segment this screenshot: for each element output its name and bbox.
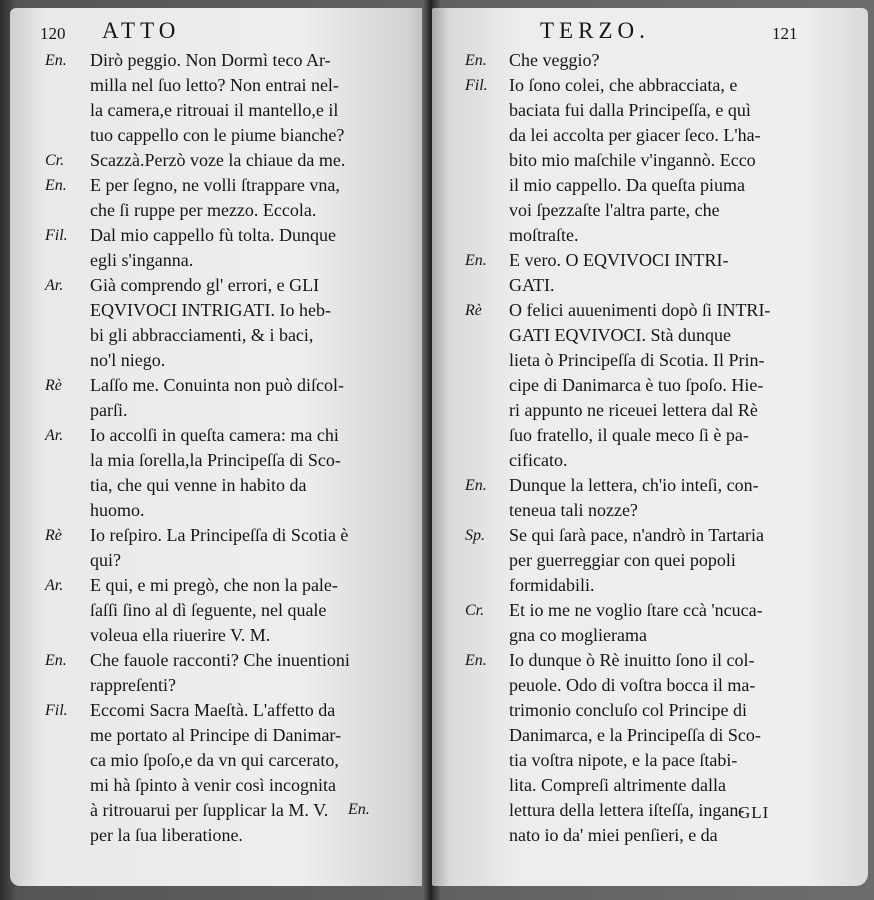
text-line bbox=[10, 98, 430, 123]
line-text: Io reſpiro. La Principeſſa di Scotia è bbox=[90, 525, 349, 545]
text-line bbox=[432, 423, 868, 448]
speaker-label: Cr. bbox=[45, 152, 65, 169]
text-line bbox=[10, 423, 430, 448]
text-line bbox=[10, 323, 430, 348]
text-line bbox=[432, 123, 868, 148]
text-line bbox=[432, 748, 868, 773]
text-line bbox=[432, 48, 868, 73]
line-text: GATI EQVIVOCI. Stà dunque bbox=[509, 325, 731, 345]
text-line bbox=[10, 748, 430, 773]
text-line bbox=[10, 173, 430, 198]
speaker-label: Sp. bbox=[465, 527, 485, 544]
text-line bbox=[10, 273, 430, 298]
text-line bbox=[432, 473, 868, 498]
line-text: Io dunque ò Rè inuitto ſono il col- bbox=[509, 650, 755, 670]
line-text: voleua ella riuerire V. M. bbox=[90, 625, 271, 645]
text-line bbox=[432, 273, 868, 298]
text-line bbox=[10, 573, 430, 598]
text-line bbox=[432, 323, 868, 348]
text-line bbox=[10, 198, 430, 223]
text-line bbox=[432, 523, 868, 548]
speaker-label: En. bbox=[45, 652, 67, 669]
line-text: huomo. bbox=[90, 500, 145, 520]
line-text: mi hà ſpinto à venir così incognita bbox=[90, 775, 336, 795]
speaker-label: En. bbox=[465, 477, 487, 494]
text-line bbox=[432, 248, 868, 273]
line-text: Et io me ne voglio ſtare ccà 'ncuca- bbox=[509, 600, 763, 620]
line-text: GATI. bbox=[509, 275, 555, 295]
speaker-label: En. bbox=[465, 652, 487, 669]
speaker-label: Ar. bbox=[45, 427, 64, 444]
text-line bbox=[432, 373, 868, 398]
text-line bbox=[10, 673, 430, 698]
line-text: la mia ſorella,la Principeſſa di Sco- bbox=[90, 450, 341, 470]
line-text: Eccomi Sacra Maeſtà. L'affetto da bbox=[90, 700, 336, 720]
line-text: da lei accolta per giacer ſeco. L'ha- bbox=[509, 125, 761, 145]
line-text: Che veggio? bbox=[509, 50, 600, 70]
text-line bbox=[10, 123, 430, 148]
text-line bbox=[432, 823, 868, 848]
line-text: ca mio ſpoſo,e da vn qui carcerato, bbox=[90, 750, 339, 770]
text-line bbox=[432, 773, 868, 798]
line-text: Dirò peggio. Non Dormì teco Ar- bbox=[90, 50, 331, 70]
speaker-label: Cr. bbox=[465, 602, 485, 619]
text-line bbox=[432, 398, 868, 423]
speaker-label: En. bbox=[465, 252, 487, 269]
line-text: Se qui ſarà pace, n'andrò in Tartaria bbox=[509, 525, 765, 545]
line-text: E vero. O EQVIVOCI INTRI- bbox=[509, 250, 729, 270]
line-text: cificato. bbox=[509, 450, 568, 470]
speaker-label: Fil. bbox=[45, 227, 68, 244]
line-text: trimonio concluſo col Principe di bbox=[509, 700, 747, 720]
text-line bbox=[10, 348, 430, 373]
text-line bbox=[10, 523, 430, 548]
line-text: EQVIVOCI INTRIGATI. Io heb- bbox=[90, 300, 331, 320]
line-text: cipe di Danimarca è tuo ſpoſo. Hie- bbox=[509, 375, 764, 395]
line-text: il mio cappello. Da queſta piuma bbox=[509, 175, 745, 195]
text-line bbox=[432, 198, 868, 223]
line-text: milla nel ſuo letto? Non entrai nel- bbox=[90, 75, 339, 95]
speaker-label: En. bbox=[45, 177, 67, 194]
line-text: lettura della lettera iſteſſa, ingan- bbox=[509, 800, 745, 820]
text-line bbox=[432, 223, 868, 248]
text-line bbox=[432, 448, 868, 473]
line-text: ſaſſi ſino al dì ſeguente, nel quale bbox=[90, 600, 327, 620]
text-line bbox=[10, 223, 430, 248]
text-line bbox=[10, 723, 430, 748]
text-line bbox=[10, 398, 430, 423]
text-line bbox=[432, 573, 868, 598]
line-text: parſi. bbox=[90, 400, 128, 420]
text-line bbox=[10, 73, 430, 98]
text-line bbox=[432, 623, 868, 648]
left-page bbox=[10, 8, 430, 886]
line-text: egli s'inganna. bbox=[90, 250, 194, 270]
line-text: ri appunto ne riceuei lettera dal Rè bbox=[509, 400, 758, 420]
left-text-block bbox=[10, 48, 430, 848]
text-line bbox=[10, 823, 430, 848]
speaker-label: Rè bbox=[45, 377, 62, 394]
line-text: formidabili. bbox=[509, 575, 595, 595]
page-number-right: 121 bbox=[772, 24, 798, 43]
catchword-right: GLI bbox=[738, 803, 770, 822]
line-text: bito mio maſchile v'ingannò. Ecco bbox=[509, 150, 756, 170]
text-line bbox=[10, 473, 430, 498]
text-line bbox=[10, 248, 430, 273]
line-text: Scazzà.Perzò voze la chiaue da me. bbox=[90, 150, 346, 170]
line-text: per la ſua liberatione. bbox=[90, 825, 243, 845]
speaker-label: Fil. bbox=[465, 77, 488, 94]
text-line bbox=[432, 348, 868, 373]
line-text: Io accolſi in queſta camera: ma chi bbox=[90, 425, 339, 445]
line-text: Laſſo me. Conuinta non può diſcol- bbox=[90, 375, 344, 395]
speaker-label: Ar. bbox=[45, 277, 64, 294]
text-line bbox=[10, 148, 430, 173]
speaker-label: Ar. bbox=[45, 577, 64, 594]
line-text: Dal mio cappello fù tolta. Dunque bbox=[90, 225, 336, 245]
text-line bbox=[10, 623, 430, 648]
text-line bbox=[10, 773, 430, 798]
text-line bbox=[432, 98, 868, 123]
line-text: nato io da' miei penſieri, e da bbox=[509, 825, 718, 845]
text-line bbox=[432, 548, 868, 573]
line-text: teneua tali nozze? bbox=[509, 500, 638, 520]
line-text: voi ſpezzaſte l'altra parte, che bbox=[509, 200, 720, 220]
text-line bbox=[10, 448, 430, 473]
text-line bbox=[10, 298, 430, 323]
line-text: tuo cappello con le piume bianche? bbox=[90, 125, 345, 145]
text-line bbox=[10, 498, 430, 523]
line-text: O felici auuenimenti dopò ſi INTRI- bbox=[509, 300, 771, 320]
line-text: me portato al Principe di Danimar- bbox=[90, 725, 342, 745]
text-line bbox=[10, 548, 430, 573]
text-line bbox=[10, 648, 430, 673]
text-line bbox=[432, 73, 868, 98]
text-line bbox=[432, 498, 868, 523]
line-text: E qui, e mi pregò, che non la pale- bbox=[90, 575, 338, 595]
right-page bbox=[432, 8, 868, 886]
line-text: Che fauole racconti? Che inuentioni bbox=[90, 650, 350, 670]
text-line bbox=[432, 148, 868, 173]
line-text: qui? bbox=[90, 550, 121, 570]
line-text: bi gli abbracciamenti, & i baci, bbox=[90, 325, 314, 345]
line-text: tia, che qui venne in habito da bbox=[90, 475, 307, 495]
line-text: moſtraſte. bbox=[509, 225, 579, 245]
line-text: lieta ò Principeſſa di Scotia. Il Prin- bbox=[509, 350, 765, 370]
catchword-left: En. bbox=[348, 801, 370, 818]
line-text: ſuo fratello, il quale meco ſi è pa- bbox=[509, 425, 749, 445]
line-text: Già comprendo gl' errori, e GLI bbox=[90, 275, 320, 295]
text-line bbox=[432, 673, 868, 698]
text-line bbox=[432, 698, 868, 723]
running-header-left: ATTO bbox=[102, 18, 181, 43]
text-line bbox=[10, 698, 430, 723]
line-text: Io ſono colei, che abbracciata, e bbox=[509, 75, 738, 95]
speaker-label: Rè bbox=[465, 302, 482, 319]
line-text: Danimarca, e la Principeſſa di Sco- bbox=[509, 725, 761, 745]
text-line bbox=[10, 48, 430, 73]
page-number-left: 120 bbox=[40, 24, 66, 43]
line-text: rappreſenti? bbox=[90, 675, 176, 695]
line-text: E per ſegno, ne volli ſtrappare vna, bbox=[90, 175, 340, 195]
text-line bbox=[432, 598, 868, 623]
line-text: à ritrouarui per ſupplicar la M. V. bbox=[90, 800, 329, 820]
right-text-block bbox=[432, 48, 868, 848]
text-line bbox=[432, 648, 868, 673]
speaker-label: En. bbox=[45, 52, 67, 69]
speaker-label: Rè bbox=[45, 527, 62, 544]
line-text: baciata fui dalla Principeſſa, e quì bbox=[509, 100, 751, 120]
text-line bbox=[10, 373, 430, 398]
text-line bbox=[10, 598, 430, 623]
running-header-right: TERZO. bbox=[540, 18, 650, 43]
text-line bbox=[432, 723, 868, 748]
line-text: Dunque la lettera, ch'io inteſi, con- bbox=[509, 475, 759, 495]
line-text: gna co moglierama bbox=[509, 625, 647, 645]
line-text: peuole. Odo di voſtra bocca il ma- bbox=[509, 675, 756, 695]
line-text: che ſi ruppe per mezzo. Eccola. bbox=[90, 200, 317, 220]
line-text: la camera,e ritrouai il mantello,e il bbox=[90, 100, 339, 120]
text-line bbox=[432, 298, 868, 323]
speaker-label: Fil. bbox=[45, 702, 68, 719]
line-text: per guerreggiar con quei popoli bbox=[509, 550, 736, 570]
text-line bbox=[432, 798, 868, 823]
line-text: no'l niego. bbox=[90, 350, 166, 370]
speaker-label: En. bbox=[465, 52, 487, 69]
line-text: tia voſtra nipote, e la pace ſtabi- bbox=[509, 750, 738, 770]
text-line bbox=[432, 173, 868, 198]
line-text: lita. Compreſi altrimente dalla bbox=[509, 775, 726, 795]
